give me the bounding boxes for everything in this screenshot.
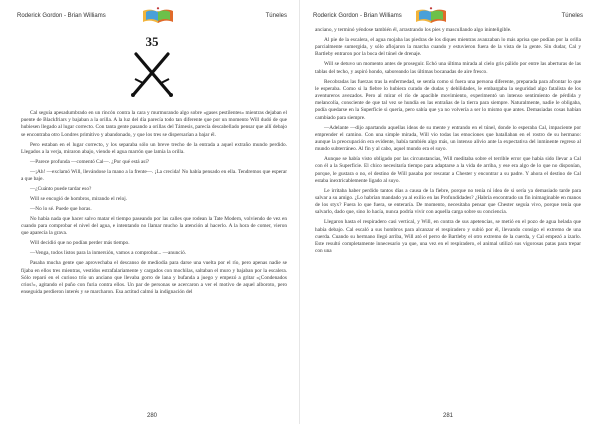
header-book-title: Túneles xyxy=(561,13,583,19)
paragraph: —Venga, todos listos para la inmersión, vamos a comprobar... —anunció. xyxy=(30,250,187,257)
paragraph: —No lo sé. Puede que horas. xyxy=(30,206,92,213)
left-page xyxy=(7,0,297,424)
page-number: 281 xyxy=(442,413,453,419)
paragraph: Will se detuvo un momento antes de proseguir. Echó una última mirada al cielo gris pálido por entre las aberturas de las tablas del techo, y aspiró hondo, saboreando las últimas bocanadas de aire fresco. xyxy=(315,61,581,75)
page-number: 280 xyxy=(146,413,157,419)
paragraph: Recobradas las fuerzas tras la enfermedad, se sentía como si fuera una persona diferente, preparada para afrontar lo que le esperaba. Como si la fiebre lo hubiera curado de dudas y debilidades, le embargaba la seguridad algo fatalista de los aventureros avezados. Pero al mirar el río de apacible movimiento, experimentó un intenso sentimiento de pérdida y melancolía, consciente de que tal vez se hundía en las entrañas de la tierra para siempre. Naturalmente, nadie le obligaba, podía quedarse en la Superficie si quería, pero sabía que ya no volvería a ser lo mismo que antes. Demasiadas cosas habían cambiado para siempre. xyxy=(315,78,581,121)
open-book-logo-icon xyxy=(141,7,175,25)
header-author: Roderick Gordon - Brian Williams xyxy=(313,13,402,19)
right-page xyxy=(303,0,593,424)
paragraph: Will se encogió de hombros, mirando el reloj. xyxy=(30,196,128,203)
paragraph: Al pie de la escalera, el agua mojaba las piedras de los diques mientras avanzaban lo más aprisa que podían por la orilla parcialmente sumergida, y sólo aflojaron la marcha cuando y estuvieron fuera de la vista de la gente. Sin dudar, Cal y Bartleby entraron por la boca del túnel de drenaje. xyxy=(315,37,581,58)
paragraph: —Adelante —dijo apartando aquellas ideas de su mente y entrando en el túnel, donde lo esperaba Cal, impaciente por emprender el camino. Con una simple mirada, Will vio todas las emociones que batallaban en el rostro de su hermano: aunque la preocupación era evidente, había también algo más, un intenso alivio ante la expectativa del inminente regreso al mundo subterráneo. Al fin y al cabo, aquel mundo era el suyo. xyxy=(315,124,581,153)
book-gutter xyxy=(299,0,300,424)
paragraph: Cal seguía apesadumbrado en un rincón contra la cara y murmurando algo sobre «gases pestilentes» mientras dejaban el puente de Blackfriars y bajaban a la orilla. A la luz del día parecía todo tan diferente que por un momento Will dudó de que hubiesen llegado al lugar correcto. Con tanta gente pasando a orillas del Támesis, parecía descabellado pensar que allí debajo se encontraba otro Londres primitivo y abandonado, y que los tres se dispersarían a bajar él. xyxy=(21,110,287,138)
right-page-body xyxy=(315,27,581,258)
paragraph: Pero estaban en el lugar correcto, y los separaba sólo un breve trecho de la entrada a aquel extraño mundo perdido. Llegados a la verja, miraron abajo, viendo el agua marrón que lamía la orilla. xyxy=(21,141,287,155)
page-header xyxy=(17,9,287,23)
paragraph: —Parece profunda —comentó Cal—. ¿Por qué está así? xyxy=(30,158,150,165)
header-book-title: Túneles xyxy=(265,13,287,19)
paragraph: No había nada que hacer salvo matar el tiempo paseando por las calles que rodean la Tate Modern, volviendo de vez en cuando para comprobar el nivel del agua, e intentando no llamar mucho la atención al hacerlo. A la hora de comer, vieron que aparecía la grava. xyxy=(21,216,287,237)
paragraph: —¿Cuánto puede tardar eso? xyxy=(30,186,92,193)
paragraph: Llegaron hasta el respiradero casi vertical, y Will, en contra de sus apetencias, se metió en el pozo de agua helada que había debajo. Cal escaló a sus hombros para alcanzar el respiradero y subió por él, llevando consigo el extremo de una cuerda. Cuando su hermano llegó arriba, Will ató el perro de Bartleby el otro extremo de la cuerda, y Cal empezó a izarlo. Este resultó completamente innecesario ya que, una vez en el respiradero, el animal utilizó sus vigorosas patas para trepar con una xyxy=(315,219,581,255)
page-header xyxy=(313,9,583,23)
paragraph: Will decidió que no podían perder más tiempo. xyxy=(30,240,130,247)
crossed-swords-icon xyxy=(128,52,176,98)
chapter-number: 35 xyxy=(145,34,159,49)
open-book-logo-icon xyxy=(414,7,448,25)
paragraph: —¡Ah! —exclamó Will, llevándose la mano a la frente—. ¡La crecida! No había pensado en ella. Tendremos que esperar a que baje. xyxy=(21,168,287,183)
paragraph: anciano, y terminó yéndose también él, arrastrando los pies y mascullando algo ininteligible. xyxy=(315,27,512,33)
paragraph: Pasaba mucha gente que aprovechaba el descanso de mediodía para darse una vuelta por el río, pero apenas nadie se fijaba en ellos tres mientras, vestidos estrafalariamente y cargados con mochilas, saltaban el muro y bajaban por la escalera. Sólo reparó en el curioso trío un anciano que llevaba gorro de lana y bufanda a juego y empezó a gritar «¡Condenados crios!», agitando el puño con furia contra ellos. Un par de personas se acercaron a ver el motivo de aquel alboroto, pero enseguida perdieron interés y se marcharon. Esa actitud calmó la indignación del xyxy=(21,260,287,296)
header-author: Roderick Gordon - Brian Williams xyxy=(17,13,106,19)
left-page-body xyxy=(21,110,287,299)
paragraph: Aunque se había visto obligado por las circunstancias, Will meditaba sobre el terrible error que había sido llevar a Cal con él a la Superficie. El chico necesitaría tiempo para adaptarse a la vida de arriba, y ese era algo de lo que no disponían, porque, le gustara o no, el destino de Will pasaba por rescatar a Chester y encontrar a su padre. Y ahora el destino de Cal estaba inextricablemente ligado al suyo. xyxy=(315,156,581,184)
paragraph: Le irritaba haber perdido tantos días a causa de la fiebre, porque no tenía ni idea de si sería ya demasiado tarde para salvar a su amigo. ¿Lo habrían mandado ya al exilio en las Profundidades? ¿Habría encontrado un fin inimaginable en manos de los styx? Fuera lo que fuera, se enteraría. De momento, necesitaba pensar que Chester seguía vivo, porque tenía que salvarlo, dado que, sino lo hacía, nunca podría vivir con aquella carga sobre su conciencia. xyxy=(315,187,581,216)
